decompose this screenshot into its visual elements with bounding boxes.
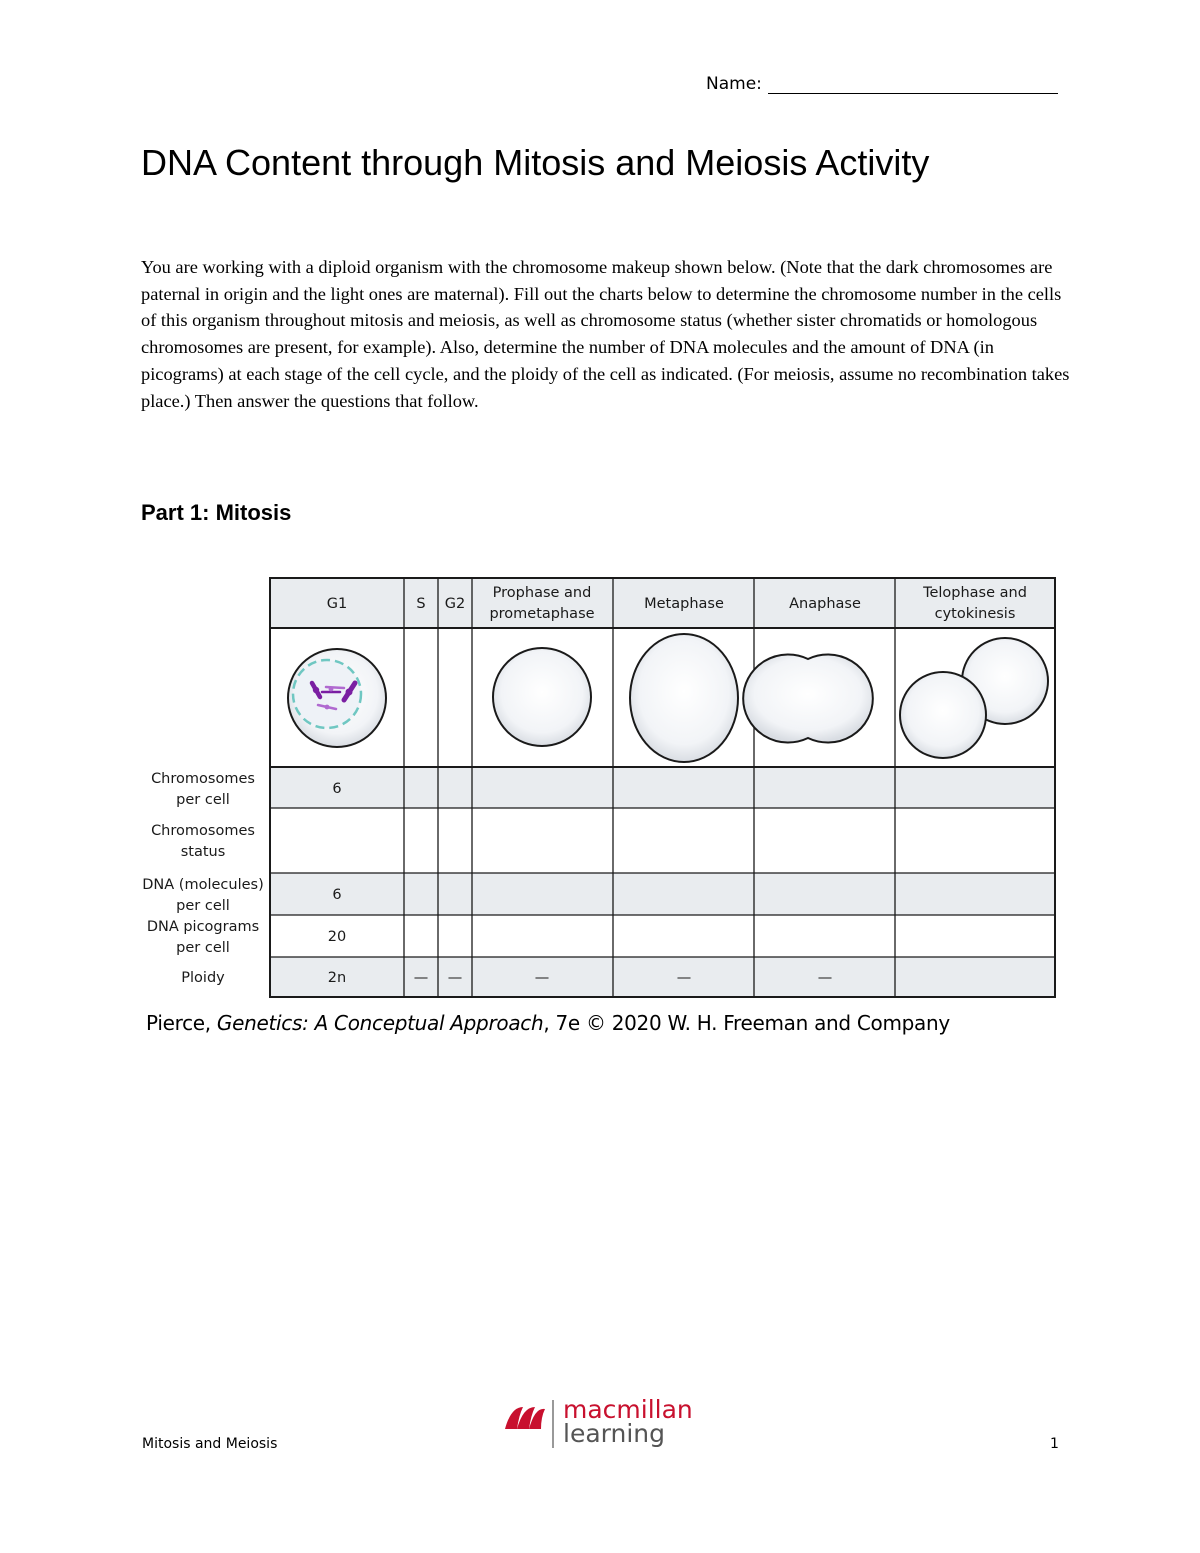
col-header-g1: G1 [326,596,348,612]
col-header-telophase: Telophase and cytokinesis [923,585,1027,622]
col-header-prophase: Prophase and prometaphase [489,585,595,622]
macmillan-logo-icon [503,1401,547,1441]
row-bg-dna-molecules [270,873,1055,915]
macmillan-learning-logo [503,1395,703,1455]
cell-g1-ploidy: 2n [327,970,347,986]
cell-g1-dna-molecules: 6 [332,887,342,903]
col-header-anaphase: Anaphase [789,596,861,612]
logo-divider [552,1400,554,1448]
cell-g2-ploidy: — [447,970,463,986]
name-label: Name: [706,74,762,94]
row-bg-ploidy [270,957,1055,997]
page-number: 1 [1050,1436,1059,1452]
cell-prophase-ploidy: — [534,970,550,986]
figure-credit [146,1011,950,1035]
cell-anaphase-ploidy: — [817,970,833,986]
row-label-ploidy: Ploidy [181,970,225,986]
col-header-s: S [416,596,426,612]
cell-metaphase [630,634,738,762]
col-header-g2: G2 [444,596,466,612]
intro-paragraph: You are working with a diploid organism with the chromosome makeup shown below. (Note that the dark chromosomes are paternal in origin and the light ones are maternal). Fill out the charts below to determine the chromosome number in the cells of this organism throughout mitosis and meiosis, as well as chromosome status (whether sister chromatids or homologous chromosomes are present, for example). Also, determine the number of DNA molecules and the amount of DNA (in picograms) at each stage of the cell cycle, and the ploidy of the cell as indicated. (For meiosis, assume no recombination takes place.) Then answer the questions that follow. [141,257,1070,411]
part1-heading: Part 1: Mitosis [141,500,292,525]
col-header-metaphase: Metaphase [644,596,724,612]
cell-g1-chromosomes: 6 [332,781,342,797]
cell-telophase-daughter-lower [900,672,986,758]
row-label-chromosomes-status: Chromosomes status [151,823,255,860]
row-label-dna-picograms: DNA picograms per cell [146,919,260,956]
logo-word-learning: learning [563,1419,665,1448]
row-bg-chromosomes [270,767,1055,808]
cell-g1-dna-picograms: 20 [327,929,347,945]
row-label-dna-molecules: DNA (molecules) per cell [142,877,264,914]
credit-rest: , 7e © 2020 W. H. Freeman and Company [543,1011,950,1035]
footer-title: Mitosis and Meiosis [142,1436,278,1452]
credit-author: Pierce, [146,1011,217,1035]
cell-s-ploidy: — [413,970,429,986]
cell-anaphase [743,655,873,743]
cell-metaphase-ploidy: — [676,970,692,986]
row-label-chromosomes-per-cell: Chromosomes per cell [151,771,255,808]
cell-g1 [288,649,386,747]
credit-book-title: Genetics: A Conceptual Approach [216,1011,544,1035]
cell-prophase [493,648,591,746]
logo-word-macmillan: macmillan [563,1395,693,1424]
page-title: DNA Content through Mitosis and Meiosis Activity [141,142,930,183]
